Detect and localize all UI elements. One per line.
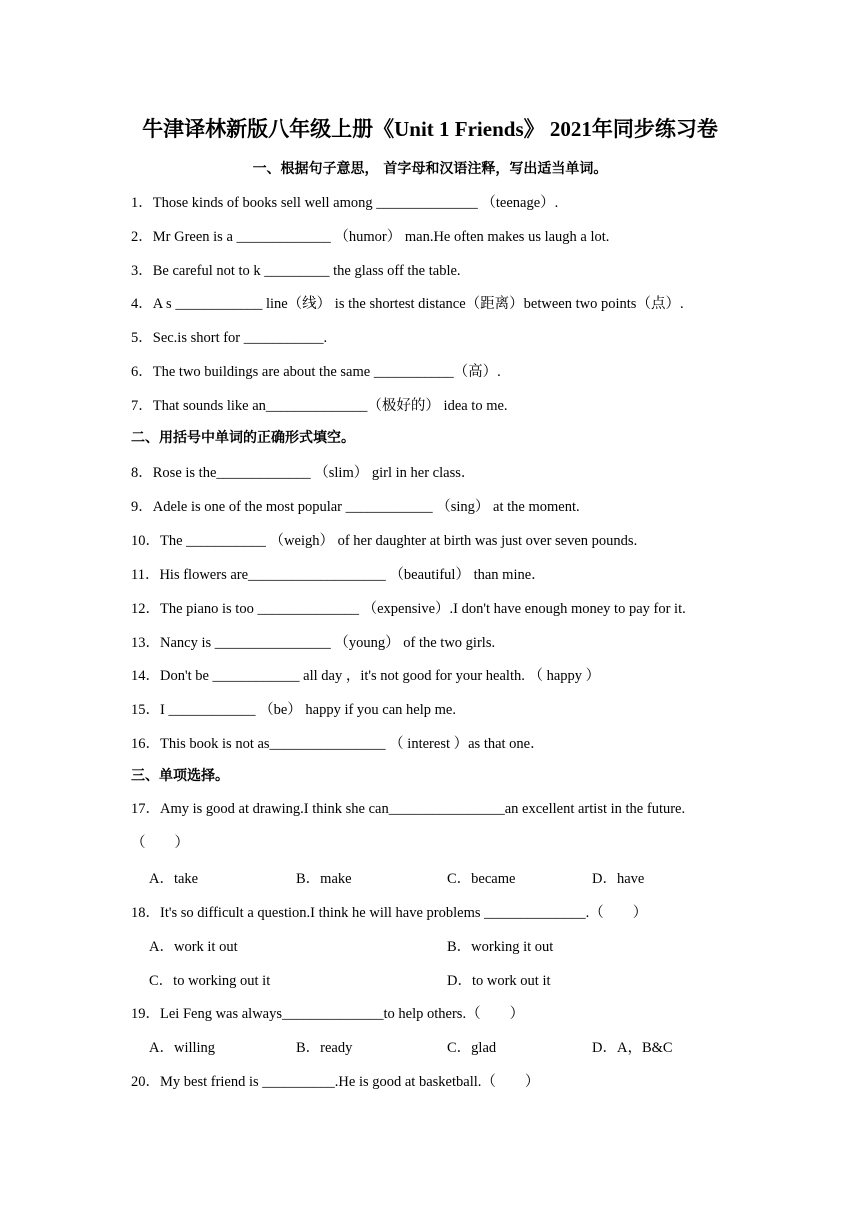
question-17: 17．Amy is good at drawing.I think she can________________an excellent artist in the future.（ ） <box>131 801 686 851</box>
question-11: 11．His flowers are___________________ （beautiful） than mine． <box>131 567 546 583</box>
question-13: 13．Nancy is ________________ （young） of the two girls. <box>131 635 496 651</box>
q17-option-b: B．make <box>296 871 352 887</box>
question-5: 5．Sec.is short for ___________. <box>131 330 328 346</box>
section-2-heading: 二、用括号中单词的正确形式填空。 <box>131 430 355 446</box>
question-19: 19．Lei Feng was always______________to help others.（ ） <box>131 1006 525 1022</box>
page-title: 牛津译林新版八年级上册《Unit 1 Friends》 2021年同步练习卷 <box>142 117 718 141</box>
question-4: 4．A s ____________ line（线） is the shortest distance（距离）between two points（点）. <box>131 296 684 312</box>
q19-option-d: D．A，B&C <box>592 1040 673 1056</box>
question-14: 14．Don't be ____________ all day ，it's not good for your health. （ happy ） <box>131 668 601 684</box>
q18-option-b: B．working it out <box>447 939 554 955</box>
question-8: 8．Rose is the_____________ （slim） girl in her class． <box>131 465 476 481</box>
question-18: 18．It's so difficult a question.I think he will have problems ______________.（ ） <box>131 905 648 921</box>
section-3-heading: 三、单项选择。 <box>131 768 229 784</box>
q19-option-a: A．willing <box>149 1040 216 1056</box>
q17-option-c: C．became <box>447 871 516 887</box>
question-3: 3．Be careful not to k _________ the glass off the table. <box>131 263 461 279</box>
question-10: 10．The ___________ （weigh） of her daughter at birth was just over seven pounds. <box>131 533 638 549</box>
q18-option-d: D．to work out it <box>447 973 551 989</box>
question-16: 16．This book is not as________________ （ interest ）as that one． <box>131 736 545 752</box>
q17-option-d: D．have <box>592 871 645 887</box>
section-1-heading: 一、根据句子意思， 首字母和汉语注释，写出适当单词。 <box>252 161 608 177</box>
question-20: 20．My best friend is __________.He is good at basketball.（ ） <box>131 1074 540 1090</box>
question-1: 1．Those kinds of books sell well among ______________ （teenage）. <box>131 195 559 211</box>
q19-option-c: C．glad <box>447 1040 497 1056</box>
question-7: 7．That sounds like an______________（极好的） idea to me. <box>131 398 508 414</box>
q18-option-a: A．work it out <box>149 939 238 955</box>
question-12: 12．The piano is too ______________ （expensive）.I don't have enough money to pay for it. <box>131 601 686 617</box>
q18-option-c: C．to working out it <box>149 973 271 989</box>
question-6: 6．The two buildings are about the same ___________（高）. <box>131 364 501 380</box>
q17-option-a: A．take <box>149 871 199 887</box>
q19-option-b: B．ready <box>296 1040 353 1056</box>
question-15: 15．I ____________ （be） happy if you can help me. <box>131 702 456 718</box>
question-2: 2．Mr Green is a _____________ （humor） man.He often makes us laugh a lot. <box>131 229 610 245</box>
question-9: 9．Adele is one of the most popular ____________ （sing） at the moment. <box>131 499 580 515</box>
